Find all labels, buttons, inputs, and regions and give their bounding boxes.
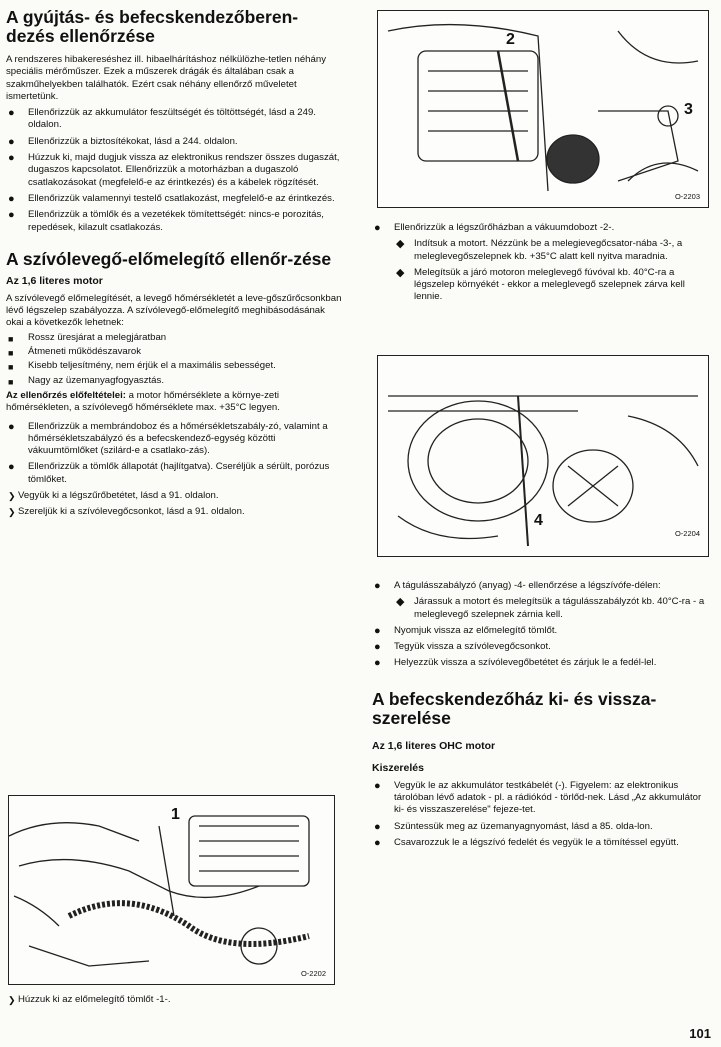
list-item: ◆ Indítsuk a motort. Nézzünk be a melegievegőcsator-nába -3-, a meleglevegőszelepnek kb. +35°C alatt kell nyitva maradnia. — [396, 238, 683, 262]
figure-code: O-2203 — [674, 192, 700, 201]
list-item: ● Ellenőrizzük a biztosítékokat, lásd a 244. oldalon. — [8, 135, 238, 148]
engine-subheading: Az 1,6 literes OHC motor — [372, 739, 496, 752]
removal-subheading: Kiszerelés — [372, 761, 424, 774]
precondition-paragraph: Az ellenőrzés előfeltételei: a motor hőmérséklete a környe-zeti hőmérsékleten, a szívólevegő hőmérséklete max. +35°C legyen. — [6, 389, 280, 414]
list-item: ■ Átmeneti működészavarok — [8, 346, 142, 359]
callout-1: 1 — [171, 806, 180, 823]
figure-preheater-hose — [8, 795, 335, 985]
page-number: 101 — [689, 1026, 711, 1041]
list-item: ● A tágulásszabályzó (anyag) -4- ellenőrzése a légszívófe-délen: — [374, 580, 661, 592]
list-item: ■ Nagy az üzemanyagfogyasztás. — [8, 374, 164, 387]
final-step — [6, 990, 344, 1010]
list-item: ● Vegyük le az akkumulátor testkábelét (-). Figyelem: az elektronikus tárolóban lévő adatok - pl. a rádiókód - törlőd-nek. Lásd „Az akkumulátor ki- és visszaszerelése" fejeze-tet. — [374, 779, 702, 816]
intake-drawing — [378, 356, 708, 556]
list-item: ■ Kisebb teljesítmény, nem érjük el a maximális sebességet. — [8, 360, 276, 373]
section-heading-ignition: A gyújtás- és befecskendezőberen-dezés ellenőrzése — [6, 7, 299, 46]
preheater-paragraph: A szívólevegő előmelegítését, a levegő hőmérsékletét a leve-gőszűrőcsonkban lévő légszelep szabályozza. A szívólevegő-előmelegítő meghibásodásának okai a következők lehetnek: — [6, 292, 342, 329]
list-item: ● Húzzuk ki, majd dugjuk vissza az elektronikus rendszer összes dugaszát, dugaszos kapcsolatot. Ellenőrizzük a motorházban a dugaszoló csatlakozásokat (megfelelő-e az érintkezés) és a kábelek rögzítését. — [8, 152, 340, 188]
figure-code: O-2202 — [300, 969, 326, 978]
intro-paragraph: A rendszeres hibakereséshez ill. hibaelhárításhoz nélkülözhe-tetlen néhány speciális mérőműszer. Ezek a műszerek drágák és általában csak a szakműhelyekben találhatók. Ezért csak néhány ellenőrző műveletet ismertetünk. — [6, 54, 326, 102]
section-heading-preheater: A szívólevegő-előmelegítő ellenőr-zése — [6, 248, 332, 269]
list-item: ● Nyomjuk vissza az előmelegítő tömlőt. — [374, 624, 558, 637]
list-item: ● Szüntessük meg az üzemanyagnyomást, lásd a 85. olda-lon. — [374, 820, 653, 833]
list-item: ● Tegyük vissza a szívólevegőcsonkot. — [374, 641, 551, 654]
checklist-ignition — [6, 107, 344, 234]
left-column — [6, 8, 344, 523]
list-item: ● Ellenőrizzük a légszűrőházban a vákuumdobozt -2-. — [374, 222, 615, 234]
list-item: ◆ Melegítsük a járó motoron meleglevegő fúvóval kb. 40°C-ra a légszelep környékét - ekkor a meleglevegő szelepnek zárva kell lennie. — [396, 266, 685, 303]
list-item: ◆ Járassuk a motort és melegítsük a tágulásszabályzót kb. 40°C-ra - a meleglevegő szelepnek zárnia kell. — [396, 596, 705, 620]
list-item: ● Csavarozzuk le a légszívó fedelét és vegyük le a tömítéssel együtt. — [374, 836, 679, 849]
section-heading-injector: A befecskendezőház ki- és vissza-szerelése — [372, 688, 657, 728]
list-item: ❯ Szereljük ki a szívólevegőcsonkot, lásd a 91. oldalon. — [8, 506, 245, 518]
figure-vacuum-box — [377, 10, 709, 208]
air-filter-drawing — [378, 11, 708, 207]
list-item: ● Ellenőrizzük a membrándoboz és a hőmérsékletszabály-zó, valamint a hőmérsékletszabályzó és a befecskendező-egység közötti vákuumtömlőket (szilárd-e a csatlako-zás). — [8, 420, 328, 457]
figure-thermostat — [377, 355, 709, 557]
engine-subheading: Az 1,6 literes motor — [6, 274, 103, 287]
callout-4: 4 — [534, 512, 543, 529]
thermostat-check-steps — [372, 576, 707, 853]
list-item: ● Ellenőrizzük a tömlők állapotát (hajlítgatva). Cseréljük a sérült, porózus tömlőket. — [8, 461, 330, 485]
list-item: ❯ Húzzuk ki az előmelegítő tömlőt -1-. — [8, 994, 171, 1005]
list-item: ■ Rossz üresjárat a melegjáratban — [8, 331, 167, 344]
list-item: ● Ellenőrizzük valamennyi testelő csatlakozást, megfelelő-e az érintkezés. — [8, 192, 335, 205]
list-item: ● Ellenőrizzük a tömlők és a vezetékek tömítettségét: nincs-e porozitás, repedések, kilazult csatlakozás. — [8, 209, 324, 233]
list-item: ❯ Vegyük ki a légszűrőbetétet, lásd a 91. oldalon. — [8, 490, 219, 502]
vacuum-check-steps — [372, 218, 707, 308]
callout-3: 3 — [684, 101, 693, 118]
list-item: ● Helyezzük vissza a szívólevegőbetétet és zárjuk le a fedél-lel. — [374, 657, 657, 670]
engine-bay-drawing — [9, 796, 334, 984]
symptom-list — [6, 332, 344, 387]
checklist-preheater — [6, 421, 344, 519]
callout-2: 2 — [506, 31, 515, 48]
list-item: ● Ellenőrizzük az akkumulátor feszültségét és töltöttségét, lásd a 249. oldalon. — [8, 107, 316, 131]
figure-code: O-2204 — [674, 529, 700, 538]
